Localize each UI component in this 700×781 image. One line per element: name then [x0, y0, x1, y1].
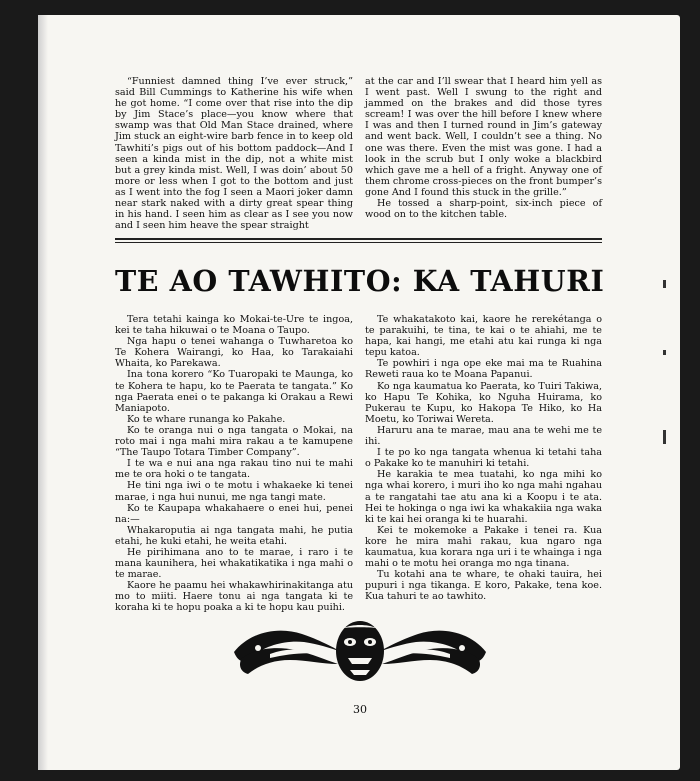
- paragraph: Te whakatakoto kai, kaore he rerekétanga o te parakuihi, te tina, te kai o te ahiahi, me te hapa, kai hangi, me etahi atu kai runga ki nga tepu katoa.: [365, 314, 602, 359]
- page-number: 30: [353, 703, 367, 716]
- paragraph: “Funniest damned thing I’ve ever struck,” said Bill Cummings to Katherine his wife when he got home. “I come over that rise into the dip by Jim Stace’s place—you know where that swamp was that Old Man Stace drained, where Jim stuck an eight-wire barb fence in to keep old Tawhiti’s pigs out of his bottom paddock—And I seen a kinda mist in the dip, not a white mist but a grey kinda mist. Well, I was doin’ about 50 more or less when I got to the bottom and just as I went into the fog I seen a Maori joker damn near stark naked with a dirty great spear thing in his hand. I seen him as clear as I see you now and I seen him heave the spear straight: [115, 76, 353, 232]
- paragraph: Tera tetahi kainga ko Mokai-te-Ure te ingoa, kei te taha hikuwai o te Moana o Taupo.: [115, 314, 353, 337]
- section-divider-bottom: [115, 242, 602, 243]
- paragraph: Ina tona korero “Ko Tuaropaki te Maunga, ko te Kohera te hapu, ko te Paerata te tangata.” Ko nga Paerata enei o te pakanga ki Orakau a Rewi Maniapoto.: [115, 369, 353, 414]
- paragraph: Nga hapu o tenei wahanga o Tuwharetoa ko Te Kohera Wairangi, ko Haa, ko Tarakaiahi Whaita, ko Parekawa.: [115, 336, 353, 370]
- paragraph: I te po ko nga tangata whenua ki tetahi taha o Pakake ko te manuhiri ki tetahi.: [365, 447, 602, 470]
- article-column-left: [115, 314, 353, 614]
- paragraph: Haruru ana te marae, mau ana te wehi me te ihi.: [365, 424, 602, 448]
- tiki-scroll-ornament-icon: [230, 618, 490, 684]
- article-column-right: [365, 314, 602, 602]
- paragraph: Kei te mokemoke a Pakake i tenei ra. Kua kore he mira mahi rakau, kua ngaro nga kaumatua, kua korara nga uri i te whainga i nga mahi o te motu hei oranga mo nga tinana.: [365, 524, 602, 570]
- paragraph: Ko nga kaumatua ko Paerata, ko Tuiri Takiwa, ko Hapu Te Kohika, ko Nguha Huirama, ko Pukerau te Kupu, ko Hakopa Te Hiko, ko Ha Moetu, ko Toriwai Wereta.: [365, 380, 602, 425]
- paragraph: Te powhiri i nga ope eke mai ma te Ruahina Reweti raua ko te Moana Papanui.: [365, 358, 602, 381]
- paragraph: Whakaroputia ai nga tangata mahi, he putia etahi, he kuki etahi, he weita etahi.: [115, 524, 353, 547]
- paragraph: Ko te whare runanga ko Pakahe.: [127, 413, 286, 425]
- story-column-right: [365, 76, 602, 220]
- paragraph: He tossed a sharp-point, six-inch piece of wood on to the kitchen table.: [365, 198, 602, 221]
- paragraph: Tu kotahi ana te whare, te ohaki tauira, hei pupuri i nga tikanga. E koro, Pakake, tena koe. Kua tahuri te ao tawhito.: [365, 569, 602, 603]
- paragraph: He pirihimana ano to te marae, i raro i te mana kaunihera, hei whakatikatika i nga mahi o te marae.: [115, 546, 353, 581]
- paragraph: Kaore he paamu hei whakawhirinakitanga atu mo to miiti. Haere tonu ai nga tangata ki te koraha ki te hopu poaka a ki te hopu kau puihi.: [115, 580, 353, 614]
- paragraph: I te wa e nui ana nga rakau tino nui te mahi me te ora hoki o te tangata.: [115, 458, 353, 481]
- article-title: TE AO TAWHITO: KA TAHURI: [115, 264, 605, 298]
- paragraph: He tini nga iwi o te motu i whakaeke ki tenei marae, i nga hui nunui, me nga tangi mate.: [115, 480, 353, 503]
- paragraph: Ko te Kaupapa whakahaere o enei hui, penei na:—: [115, 502, 353, 525]
- margin-marks: [663, 280, 669, 460]
- paragraph: at the car and I’ll swear that I heard him yell as I went past. Well I swung to the right and jammed on the brakes and did those tyres scream! I was over the hill before I knew where I was and then I turned round in Jim’s gateway and went back. Well, I couldn’t see a thing. No one was there. Even the mist was gone. I had a look in the scrub but I only woke a blackbird which gave me a hell of a fright. Anyway one of them chrome cross-pieces on the front bumper’s gone And I found this stuck in the grille.”: [365, 76, 602, 198]
- paragraph: Ko te oranga nui o nga tangata o Mokai, na roto mai i nga mahi mira rakau a te kamupene “The Taupo Totara Timber Company”.: [115, 424, 353, 459]
- story-column-left: [115, 76, 353, 231]
- page-spine: [38, 15, 48, 770]
- section-divider-top: [115, 238, 602, 240]
- paragraph: He karakia te mea tuatahi, ko nga mihi ko nga whai korero, i muri iho ko nga mahi ngahau a te rangatahi tae atu ana ki a Koopu i te ata. Hei te hokinga o nga iwi ka whakakiia nga waka ki te kai hei oranga ki te huarahi.: [365, 469, 602, 525]
